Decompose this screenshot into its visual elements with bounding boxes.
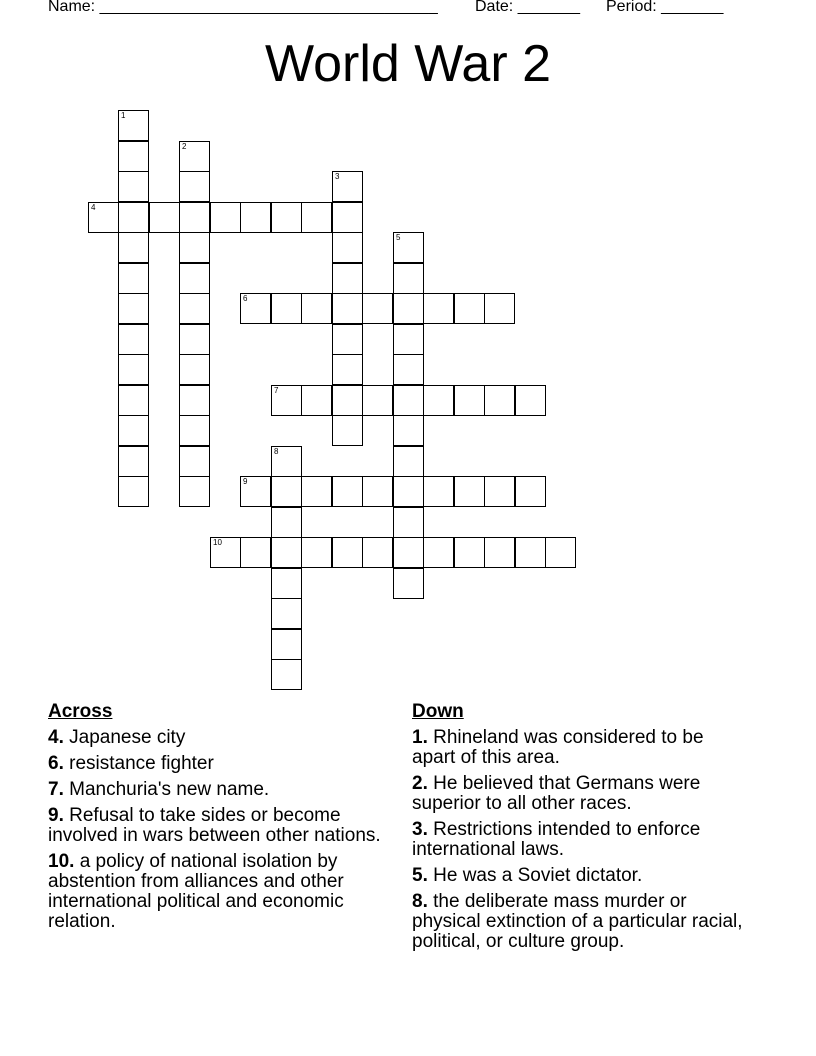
grid-cell[interactable] [393,232,424,263]
grid-cell[interactable] [240,476,271,507]
grid-cell[interactable] [423,476,454,507]
grid-cell[interactable] [118,171,149,202]
grid-cell[interactable] [118,110,149,141]
period-field-label: Period: _______ [606,0,724,15]
grid-cell[interactable] [545,537,576,568]
clue-text: Japanese city [69,727,186,748]
grid-cell[interactable] [118,232,149,263]
name-field-label: Name: ______________________________________ [48,0,438,15]
across-heading: Across [48,701,113,722]
grid-cell[interactable] [332,232,363,263]
grid-cell[interactable] [454,293,485,324]
grid-cell[interactable] [179,415,210,446]
clue-text: Manchuria's new name. [69,779,270,800]
grid-cell[interactable] [240,293,271,324]
clue-text: Rhineland was considered to be apart of this area. [412,727,704,768]
grid-cell[interactable] [118,476,149,507]
across-clues [48,702,388,938]
grid-cell[interactable] [179,141,210,172]
clue-text: He believed that Germans were superior to all other races. [412,773,701,814]
grid-cell[interactable] [332,171,363,202]
grid-cell[interactable] [271,537,302,568]
clue-number: 1 [121,111,126,120]
grid-cell[interactable] [484,476,515,507]
clue-number-label: 5. [412,865,428,886]
grid-cell[interactable] [393,568,424,599]
clue-number: 2 [182,142,187,151]
grid-cell[interactable] [179,446,210,477]
grid-cell[interactable] [271,659,302,690]
clue-number-label: 9. [48,805,64,826]
grid-cell[interactable] [393,263,424,294]
clue-number: 10 [213,538,222,547]
grid-cell[interactable] [179,385,210,416]
down-clue [412,892,752,952]
grid-cell[interactable] [393,293,424,324]
grid-cell[interactable] [210,202,241,233]
grid-cell[interactable] [271,568,302,599]
grid-cell[interactable] [393,446,424,477]
grid-cell[interactable] [332,385,363,416]
grid-cell[interactable] [118,202,149,233]
grid-cell[interactable] [271,446,302,477]
clue-number-label: 8. [412,891,428,912]
grid-cell[interactable] [423,537,454,568]
clue-number-label: 6. [48,753,64,774]
across-clue [48,754,388,774]
grid-cell[interactable] [362,385,393,416]
grid-cell[interactable] [362,293,393,324]
down-clue [412,820,752,860]
grid-cell[interactable] [515,385,546,416]
grid-cell[interactable] [179,171,210,202]
clue-text: resistance fighter [69,753,214,774]
clue-number: 8 [274,447,279,456]
clue-number: 4 [91,203,96,212]
clue-number-label: 7. [48,779,64,800]
grid-cell[interactable] [301,537,332,568]
grid-cell[interactable] [271,629,302,660]
grid-cell[interactable] [484,385,515,416]
grid-cell[interactable] [332,324,363,355]
grid-cell[interactable] [271,598,302,629]
grid-cell[interactable] [332,293,363,324]
clue-number: 5 [396,233,401,242]
across-clue [48,728,388,748]
grid-cell[interactable] [210,537,241,568]
clue-number: 3 [335,172,340,181]
grid-cell[interactable] [179,232,210,263]
grid-cell[interactable] [362,537,393,568]
grid-cell[interactable] [332,476,363,507]
clue-text: a policy of national isolation by abstention from alliances and other international political and economic relation. [48,851,344,932]
clue-number-label: 2. [412,773,428,794]
clue-text: the deliberate mass murder or physical extinction of a particular racial, political, or culture group. [412,891,743,952]
grid-cell[interactable] [423,293,454,324]
grid-cell[interactable] [332,537,363,568]
grid-cell[interactable] [393,507,424,538]
down-clues [412,702,752,958]
grid-cell[interactable] [240,202,271,233]
grid-cell[interactable] [301,202,332,233]
grid-cell[interactable] [515,476,546,507]
across-clue [48,780,388,800]
grid-cell[interactable] [454,385,485,416]
grid-cell[interactable] [179,202,210,233]
grid-cell[interactable] [454,476,485,507]
clue-number-label: 4. [48,727,64,748]
grid-cell[interactable] [393,476,424,507]
down-clue [412,728,752,768]
grid-cell[interactable] [271,293,302,324]
clue-number: 9 [243,477,248,486]
clue-number-label: 10. [48,851,75,872]
clue-number-label: 3. [412,819,428,840]
grid-cell[interactable] [88,202,119,233]
down-clue [412,774,752,814]
grid-cell[interactable] [240,537,271,568]
grid-cell[interactable] [362,476,393,507]
grid-cell[interactable] [179,354,210,385]
grid-cell[interactable] [271,507,302,538]
grid-cell[interactable] [118,263,149,294]
grid-cell[interactable] [271,385,302,416]
grid-cell[interactable] [393,324,424,355]
down-clue [412,866,752,886]
grid-cell[interactable] [332,202,363,233]
grid-cell[interactable] [118,141,149,172]
page-title: World War 2 [264,35,552,93]
grid-cell[interactable] [179,293,210,324]
grid-cell[interactable] [301,476,332,507]
clue-number-label: 1. [412,727,428,748]
grid-cell[interactable] [515,537,546,568]
grid-cell[interactable] [118,293,149,324]
grid-cell[interactable] [332,263,363,294]
grid-cell[interactable] [271,476,302,507]
across-clue [48,806,388,846]
clue-number: 6 [243,294,248,303]
grid-cell[interactable] [118,385,149,416]
grid-cell[interactable] [423,385,454,416]
grid-cell[interactable] [393,415,424,446]
grid-cell[interactable] [179,263,210,294]
grid-cell[interactable] [118,446,149,477]
down-heading: Down [412,701,464,722]
across-clue [48,852,388,932]
grid-cell[interactable] [393,354,424,385]
grid-cell[interactable] [179,476,210,507]
date-field-label: Date: _______ [475,0,580,15]
grid-cell[interactable] [484,293,515,324]
grid-cell[interactable] [332,354,363,385]
clue-text: He was a Soviet dictator. [433,865,643,886]
grid-cell[interactable] [271,202,302,233]
clue-number: 7 [274,386,279,395]
grid-cell[interactable] [301,293,332,324]
clue-text: Refusal to take sides or become involved in wars between other nations. [48,805,381,846]
grid-cell[interactable] [179,324,210,355]
grid-cell[interactable] [118,415,149,446]
grid-cell[interactable] [393,385,424,416]
grid-cell[interactable] [118,354,149,385]
grid-cell[interactable] [332,415,363,446]
grid-cell[interactable] [484,537,515,568]
grid-cell[interactable] [149,202,180,233]
grid-cell[interactable] [301,385,332,416]
grid-cell[interactable] [118,324,149,355]
grid-cell[interactable] [454,537,485,568]
clue-text: Restrictions intended to enforce international laws. [412,819,701,860]
grid-cell[interactable] [393,537,424,568]
